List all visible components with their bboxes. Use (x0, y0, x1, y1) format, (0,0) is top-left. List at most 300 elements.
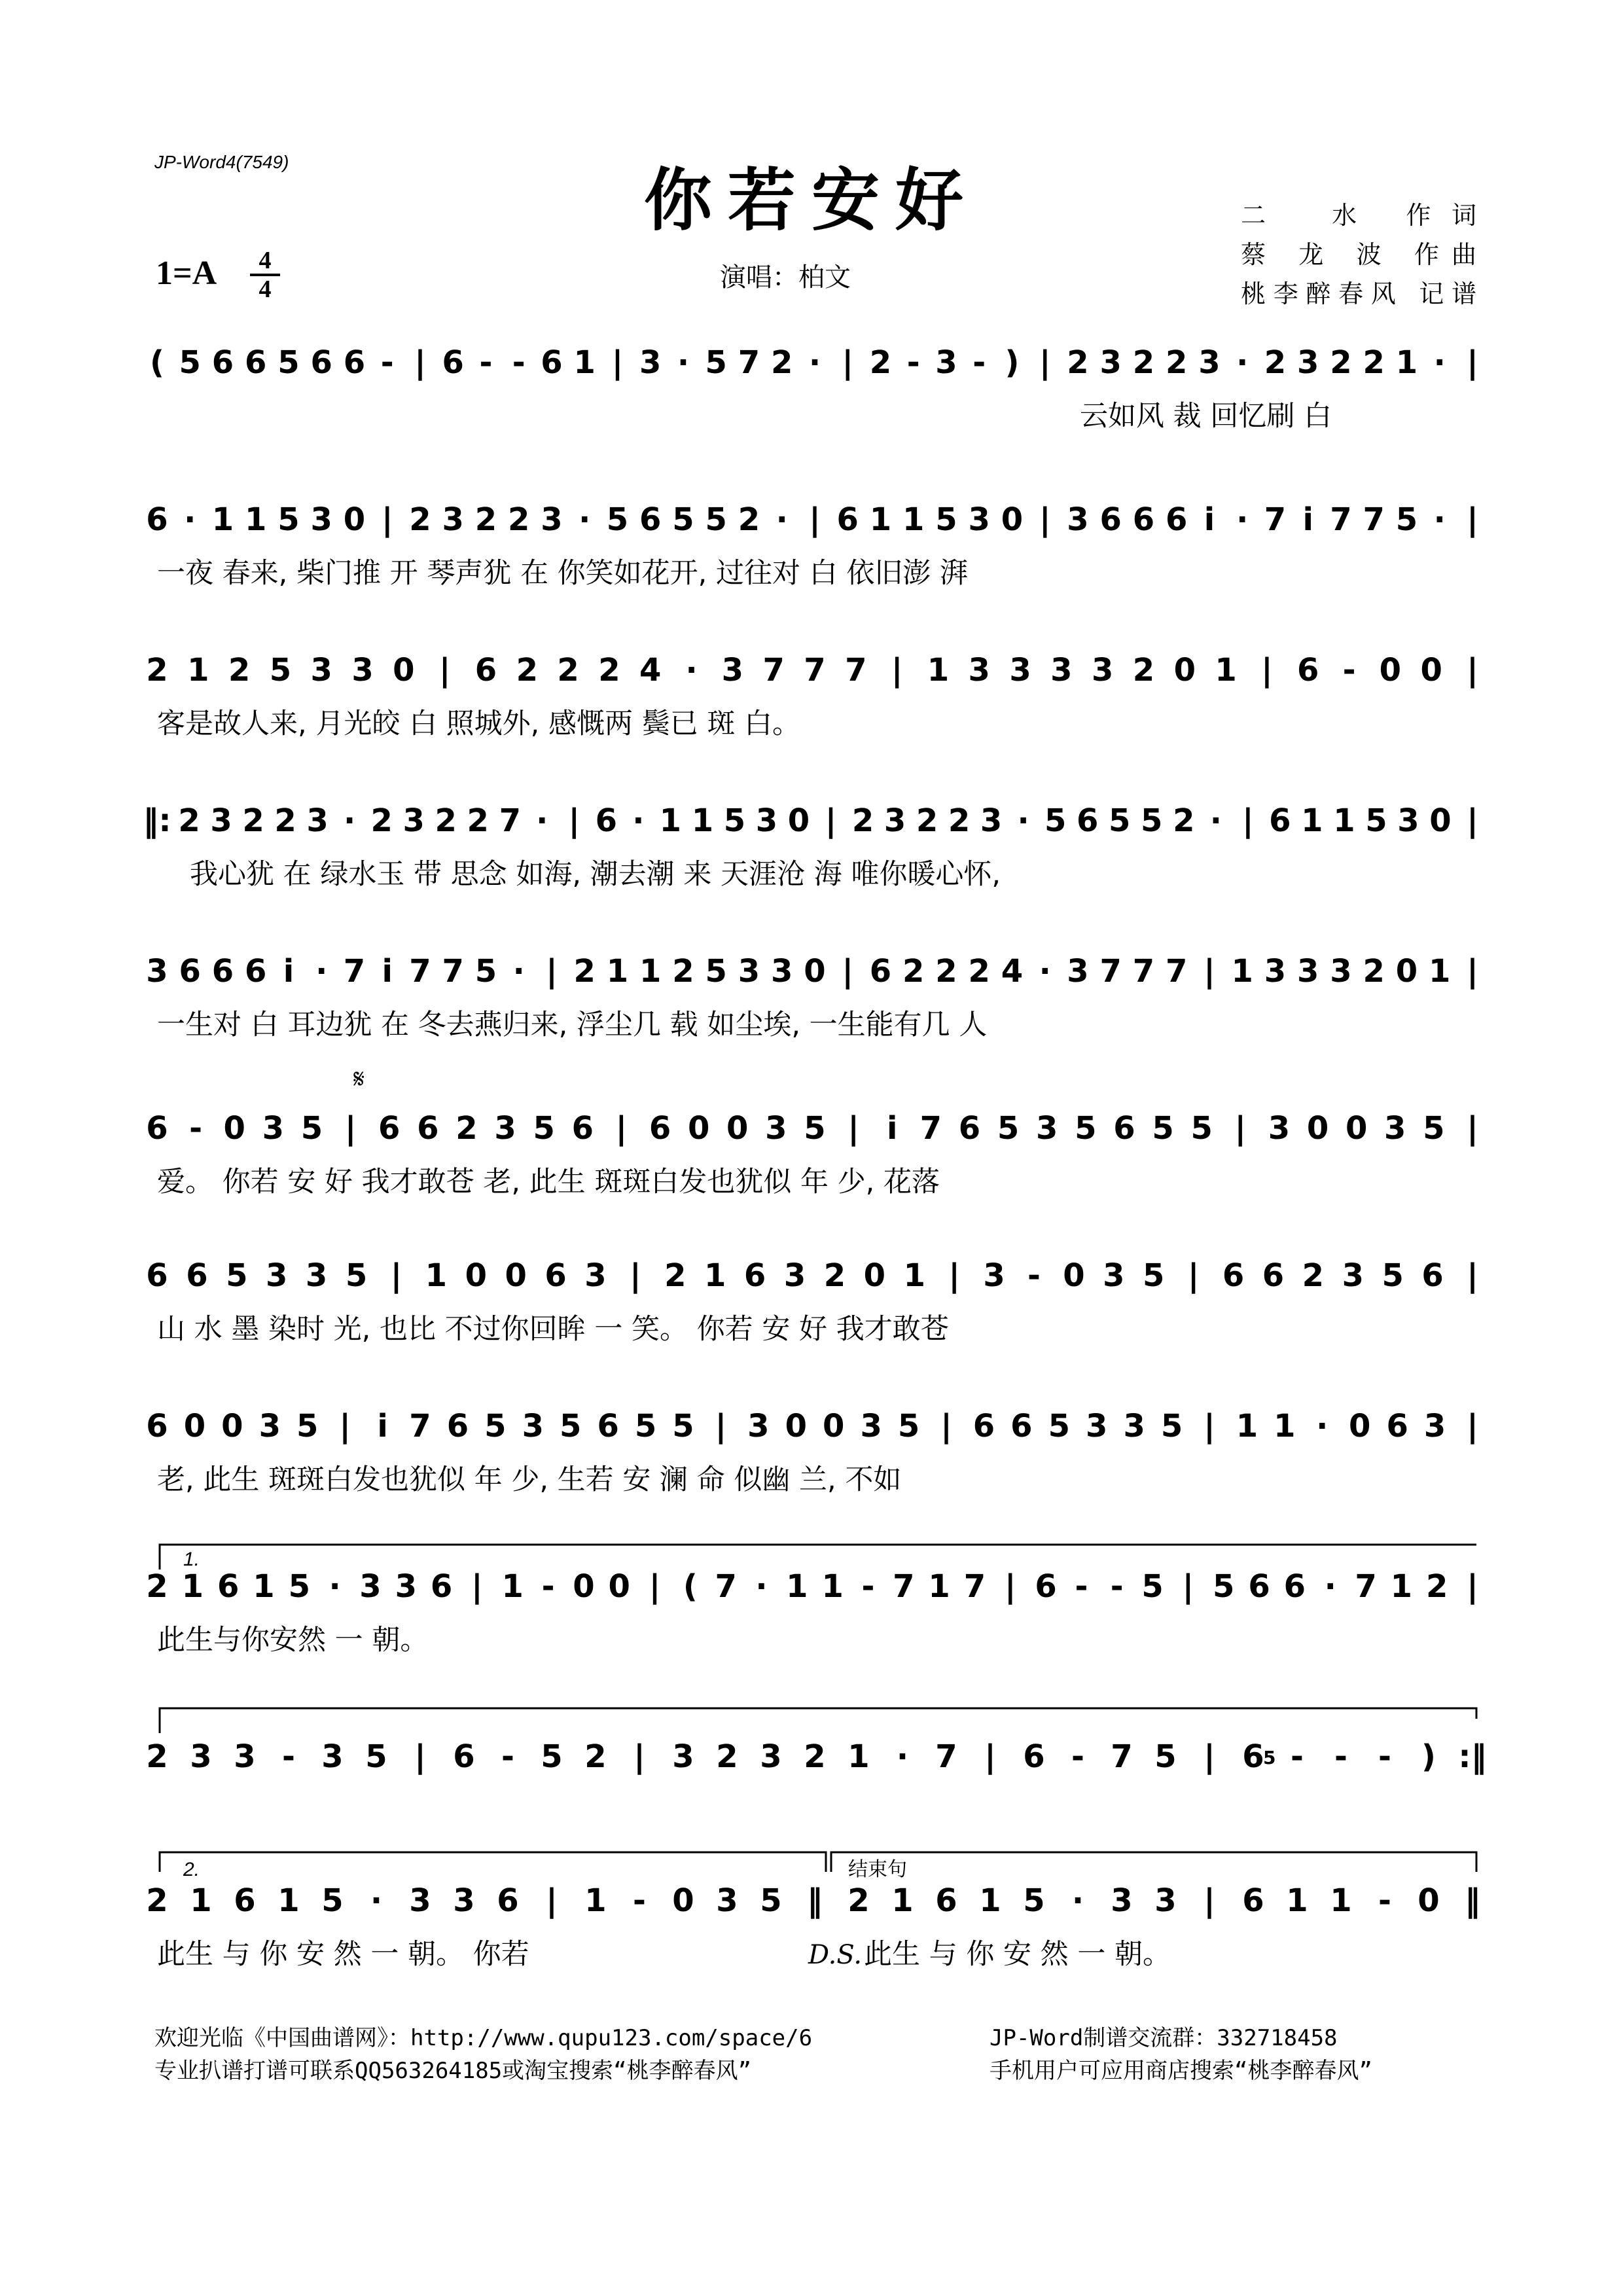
note-token: 5 (1382, 1257, 1404, 1294)
note-token: 3 (321, 1738, 344, 1775)
note-token: 1 (639, 953, 662, 990)
note-token: 5 (1152, 1110, 1174, 1147)
footer-website: 欢迎光临《中国曲谱网》：http://www.qupu123.com/space/6 (154, 2025, 813, 2051)
lyric-line: 我心犹 在 绿水玉 带 思念 如海, 潮去潮 来 天涯沧 海 唯你暖心怀, (190, 858, 1001, 891)
bar-line: | (891, 652, 903, 689)
note-token: 3 (395, 1568, 417, 1605)
note-token: 0 (393, 652, 415, 689)
lyric-line: 一夜 春来, 柴门推 开 琴声犹 在 你笑如花开, 过往对 白 依旧澎 湃 (157, 557, 969, 590)
note-token: 3 (584, 1257, 607, 1294)
note-token: 3 (883, 802, 906, 839)
note-token: 2 (455, 1110, 478, 1147)
note-token: 3 (1342, 1257, 1364, 1294)
note-token: :‖ (1458, 1738, 1487, 1775)
note-token: ‖ (1465, 1882, 1480, 1919)
lyric-line: 客是故人来, 月光皎 白 照城外, 感慨两 鬓已 斑 白。 (157, 708, 801, 740)
lyric-line: 此生与你安然 一 朝。 (157, 1624, 429, 1657)
lyric-line: 云如风 裁 回忆刷 白 (1080, 400, 1332, 433)
note-token: 2 (1363, 344, 1385, 381)
note-token: · (896, 1738, 909, 1775)
note-token: 6 (446, 1408, 469, 1444)
note-token: · (1316, 1408, 1329, 1444)
note-token: 3 (306, 802, 329, 839)
note-token: 0 (1001, 501, 1024, 538)
footer-contact: 专业扒谱打谱可联系QQ563264185或淘宝搜索“桃李醉春风” (154, 2058, 752, 2084)
note-token: 0 (804, 953, 826, 990)
note-token: 5 (1141, 1568, 1164, 1605)
note-token: i (377, 1408, 388, 1444)
note-token: 2 (146, 1568, 168, 1605)
note-token: 7 (343, 953, 366, 990)
note-token: 5 (345, 1257, 368, 1294)
note-token: 6 (497, 1882, 519, 1919)
note-token: 3 (1154, 1882, 1177, 1919)
note-token: 5 (705, 501, 727, 538)
note-token: 2 (948, 802, 971, 839)
note-token: 5 (705, 953, 727, 990)
note-token: ( (150, 344, 164, 381)
note-token: 2 (664, 1257, 687, 1294)
note-token: - (1075, 1568, 1088, 1605)
note-token: · (1209, 802, 1222, 839)
note-token: i (1204, 501, 1215, 538)
note-token: · (808, 344, 821, 381)
bar-line: | (630, 1257, 641, 1294)
credit-composer: 蔡 龙 波 作曲 (1241, 240, 1476, 269)
note-token: 0 (785, 1408, 807, 1444)
note-token: 1 (1274, 1408, 1296, 1444)
note-token: 6 (453, 1738, 475, 1775)
note-token: 1 (425, 1257, 448, 1294)
bar-line: | (381, 501, 393, 538)
note-token: 6 (935, 1882, 957, 1919)
note-token: · (329, 1568, 341, 1605)
note-token: 2 (1067, 344, 1089, 381)
bar-line: | (1204, 1738, 1215, 1775)
note-token: - (282, 1738, 295, 1775)
note-token: 2 (771, 344, 793, 381)
note-token: ) (1005, 344, 1020, 381)
note-token: · (1071, 1882, 1084, 1919)
note-token: 3 (983, 1257, 1005, 1294)
note-token: 6 (1132, 501, 1155, 538)
note-token: 1 (584, 1882, 607, 1919)
note-token: 3 (1111, 1882, 1133, 1919)
note-token: 7 (738, 344, 760, 381)
note-token: 6 (1010, 1408, 1033, 1444)
note-token: 6 (869, 953, 892, 990)
note-token: 3 (190, 1738, 212, 1775)
note-token: ( (683, 1568, 698, 1605)
note-token: 5 (1044, 802, 1067, 839)
note-token: 5 (1190, 1110, 1213, 1147)
bar-line: | (1182, 1568, 1194, 1605)
note-token: 2 (370, 802, 393, 839)
note-token: 0 (1395, 953, 1418, 990)
note-token: 6 (1222, 1257, 1245, 1294)
note-token: 4 (1001, 953, 1024, 990)
note-token: - (861, 1568, 875, 1605)
note-token: 2 (916, 802, 938, 839)
note-token: 1 (253, 1568, 275, 1605)
note-token: 0 (787, 802, 810, 839)
volta-1-label: 1. (183, 1549, 200, 1570)
note-token: 5 (288, 1568, 311, 1605)
note-token: 6 (417, 1110, 439, 1147)
bar-line: | (471, 1568, 483, 1605)
note-token: 3 (860, 1408, 882, 1444)
note-token: 3 (639, 344, 662, 381)
note-token: 3 (1397, 802, 1419, 839)
note-token: 3 (1198, 344, 1221, 381)
bar-line: | (1234, 1110, 1247, 1147)
note-token: 6 (649, 1110, 671, 1147)
note-token: - (501, 1738, 514, 1775)
note-token: · (344, 802, 356, 839)
bar-line: | (546, 1882, 558, 1919)
note-token: ‖ (807, 1882, 823, 1919)
note-token: 7 (1111, 1738, 1133, 1775)
singer: 演唱：柏文 (720, 262, 851, 293)
note-token: 3 (266, 1257, 288, 1294)
note-token: 2 (573, 953, 596, 990)
time-signature-bottom: 4 (250, 274, 280, 302)
footer-mobile: 手机用户可应用商店搜索“桃李醉春风” (990, 2058, 1372, 2084)
note-token: 3 (1330, 953, 1352, 990)
note-token: 3 (494, 1110, 516, 1147)
note-token: 3 (359, 1568, 382, 1605)
note-token: 3 (453, 1882, 475, 1919)
note-token: 5 (997, 1110, 1020, 1147)
note-token: - (1071, 1738, 1084, 1775)
lyric-line: 山 水 墨 染时 光, 也比 不过你回眸 一 笑。 你若 安 好 我才敢苍 (157, 1313, 949, 1346)
lyric-line: 此生 与 你 安 然 一 朝。 (864, 1938, 1171, 1971)
note-token: 0 (687, 1110, 710, 1147)
note-token: 5 (1154, 1738, 1177, 1775)
note-token: 1 (927, 652, 950, 689)
note-token: 1 (245, 501, 267, 538)
bar-line: | (948, 1257, 960, 1294)
note-token: 2 (228, 652, 251, 689)
note-token: 2 (716, 1738, 738, 1775)
note-token: 2 (409, 501, 431, 538)
note-token: 1 (1330, 1882, 1352, 1919)
volta-2-label: 2. (183, 1859, 200, 1880)
note-token: · (1433, 501, 1446, 538)
time-signature-top: 4 (259, 247, 272, 274)
note-token: - (1334, 1738, 1347, 1775)
note-token: - (1342, 652, 1356, 689)
note-token: 2 (823, 1257, 846, 1294)
note-token: 6 (836, 501, 859, 538)
note-token: 0 (573, 1568, 595, 1605)
note-token: 5 (541, 1738, 563, 1775)
note-token: 5 (269, 652, 292, 689)
volta-1-continuation (160, 1708, 1476, 1733)
note-token: - (512, 344, 526, 381)
note-token: 2 (1425, 1568, 1448, 1605)
note-token: 3 (262, 1110, 285, 1147)
note-token: 7 (409, 953, 431, 990)
note-token: 1 (187, 652, 209, 689)
note-token: 6 (1283, 1568, 1306, 1605)
note-token: 6 (1386, 1408, 1408, 1444)
note-token: - (541, 1568, 555, 1605)
note-token: 2 (968, 953, 990, 990)
note-token: i (382, 953, 393, 990)
note-token: · (776, 501, 788, 538)
note-token: 1 (1231, 953, 1253, 990)
dal-segno-mark: D.S. (808, 1940, 863, 1970)
note-token: · (315, 953, 328, 990)
note-token: 7 (715, 1568, 737, 1605)
note-token: 1 (869, 501, 892, 538)
note-token: 3 (310, 652, 332, 689)
note-token: 2 (467, 802, 489, 839)
note-token: 6 (179, 953, 201, 990)
bar-line: | (339, 1408, 351, 1444)
note-token: 5 (1141, 802, 1163, 839)
note-token: 6 (1242, 1882, 1264, 1919)
note-token: 3 (1103, 1257, 1125, 1294)
segno-sign: 𝄋 (353, 1064, 365, 1094)
key-signature: 1=A (156, 255, 217, 292)
note-token: 7 (499, 802, 521, 839)
note-token: · (512, 953, 525, 990)
note-token: 6 (1099, 501, 1122, 538)
note-token: 5 (1160, 1408, 1183, 1444)
note-token: 6 (1262, 1257, 1285, 1294)
note-token: - (1378, 1738, 1391, 1775)
note-token: · (632, 802, 645, 839)
note-token: i (887, 1110, 898, 1147)
note-token: 5 (560, 1408, 582, 1444)
note-token: 6 (972, 1408, 995, 1444)
note-token: 1 (979, 1882, 1001, 1919)
note-token: 3 (771, 953, 793, 990)
bar-line: | (615, 1110, 628, 1147)
note-token: 1 (1390, 1568, 1413, 1605)
note-token: 0 (1379, 652, 1402, 689)
note-token: 3 (234, 1738, 256, 1775)
note-token: 6 (597, 1408, 619, 1444)
note-token: 5 (1023, 1882, 1045, 1919)
note-token: 1 (573, 344, 596, 381)
note-token: 2 (516, 652, 539, 689)
note-token: · (1039, 953, 1051, 990)
note-token: 1 (1236, 1408, 1258, 1444)
note-token: 5 (935, 501, 957, 538)
note-token: 5 (300, 1110, 323, 1147)
note-token: 5 (321, 1882, 344, 1919)
note-token: 1 (928, 1568, 950, 1605)
bar-line: | (984, 1738, 996, 1775)
note-token: 3 (409, 1882, 431, 1919)
note-token: 5 (606, 501, 629, 538)
bar-line: | (940, 1408, 952, 1444)
note-token: 3 (716, 1882, 738, 1919)
note-token: 7 (1166, 953, 1188, 990)
note-token: 1 (1215, 652, 1237, 689)
bar-line: | (414, 1738, 426, 1775)
note-token: 1 (1286, 1882, 1308, 1919)
note-token: 0 (1420, 652, 1442, 689)
note-token: 0 (1173, 652, 1196, 689)
note-token: 6 (146, 1408, 168, 1444)
credit-transcriber: 桃李醉春风 记谱 (1241, 279, 1476, 308)
note-token: ‖: (143, 802, 171, 839)
note-token: 5 (723, 802, 746, 839)
note-token: 6 (544, 1257, 567, 1294)
note-token: 5 (1048, 1408, 1070, 1444)
note-token: 3 (968, 652, 990, 689)
note-token: 2 (804, 1738, 826, 1775)
note-token: 6 (639, 501, 662, 538)
note-token: 6 (217, 1568, 240, 1605)
lyric-line: 一生对 白 耳边犹 在 冬去燕归来, 浮尘几 载 如尘埃, 一生能有几 人 (157, 1009, 988, 1041)
note-token: · (685, 652, 698, 689)
bar-line: | (438, 652, 451, 689)
note-token: 3 (305, 1257, 328, 1294)
bar-line: | (1187, 1257, 1200, 1294)
note-token: 2 (584, 1738, 607, 1775)
note-token: 5 (484, 1408, 507, 1444)
note-token: 7 (893, 1568, 915, 1605)
note-token: 3 (760, 1738, 782, 1775)
note-token: 3 (1268, 1110, 1291, 1147)
note-token: 2 (435, 802, 457, 839)
note-token: 6 (1269, 802, 1291, 839)
bar-line: | (1039, 344, 1051, 381)
note-token: 2 (1173, 802, 1195, 839)
bar-line: | (825, 802, 837, 839)
note-token: 2 (1132, 344, 1155, 381)
note-token: 1 (902, 501, 925, 538)
note-token: 3 (1067, 953, 1089, 990)
bar-line: | (1467, 953, 1478, 990)
note-token: 3 (1067, 501, 1089, 538)
note-token: 0 (726, 1110, 749, 1147)
bar-line: | (546, 953, 558, 990)
note-token: 0 (465, 1257, 487, 1294)
note-token: - (1291, 1738, 1304, 1775)
note-token: 5 (296, 1408, 319, 1444)
bar-line: | (1204, 1882, 1215, 1919)
note-token: 5 (804, 1110, 826, 1147)
note-token: 6 (1166, 501, 1188, 538)
bar-line: | (568, 802, 580, 839)
note-token: 3 (1297, 344, 1319, 381)
note-token: 2 (1264, 344, 1287, 381)
note-token: 3 (747, 1408, 770, 1444)
note-token: 7 (1132, 953, 1155, 990)
note-token: 1 (691, 802, 714, 839)
note-token: 5 (533, 1110, 555, 1147)
note-token: 5 (1075, 1110, 1097, 1147)
note-token: 2 (1363, 953, 1385, 990)
notation-rows (143, 344, 1486, 1971)
note-token: 0 (183, 1408, 206, 1444)
note-token: 6 (430, 1568, 453, 1605)
note-token: 3 (765, 1110, 787, 1147)
note-token: 6 (245, 344, 267, 381)
note-token: 3 (738, 953, 760, 990)
note-token: 5 (1395, 501, 1418, 538)
note-token: 2 (847, 1882, 870, 1919)
note-token: - (906, 344, 920, 381)
note-token: 3 (1099, 344, 1122, 381)
note-token: 1 (190, 1882, 212, 1919)
note-token: 6 (245, 953, 267, 990)
note-token: 0 (1345, 1110, 1368, 1147)
note-token: 3 (1086, 1408, 1108, 1444)
bar-line: | (847, 1110, 859, 1147)
note-token: 3 (146, 953, 168, 990)
note-token: 2 (1302, 1257, 1325, 1294)
bar-line: | (809, 501, 821, 538)
song-title: 你若安好 (643, 160, 979, 240)
note-token: - (479, 344, 493, 381)
note-token: 2 (738, 501, 760, 538)
bar-line: | (390, 1257, 402, 1294)
note-token: · (1324, 1568, 1336, 1605)
note-token: 3 (721, 652, 744, 689)
note-token: 7 (1363, 501, 1385, 538)
note-token: 5 (226, 1257, 248, 1294)
bar-line: | (1467, 1257, 1478, 1294)
note-token: 6 (1023, 1738, 1045, 1775)
note-token: 1 (1333, 802, 1355, 839)
note-token: 2 (1166, 344, 1188, 381)
lyric-line: 爱。 你若 安 好 我才敢苍 老, 此生 斑斑白发也犹似 年 少, 花落 (157, 1166, 940, 1198)
note-token: 2 (242, 802, 264, 839)
note-token: 2 (508, 501, 530, 538)
note-token: · (755, 1568, 768, 1605)
bar-line: | (842, 953, 854, 990)
note-token: 3 (755, 802, 778, 839)
note-token: 3 (310, 501, 332, 538)
note-token: · (677, 344, 690, 381)
note-token: 3 (1091, 652, 1114, 689)
note-token: i (1302, 501, 1313, 538)
note-token: · (579, 501, 591, 538)
note-token: - (633, 1882, 646, 1919)
note-token: 6 (146, 1110, 168, 1147)
note-token: 7 (919, 1110, 942, 1147)
ending-bracket (831, 1852, 1476, 1872)
note-token: 2 (474, 501, 497, 538)
note-token: 6 (1077, 802, 1099, 839)
note-token: 6 (343, 344, 366, 381)
note-token: 1 (606, 953, 629, 990)
note-token: 7 (804, 652, 826, 689)
note-token: 6 (378, 1110, 401, 1147)
note-token: - (972, 344, 986, 381)
note-token: 6 (211, 953, 234, 990)
note-token: · (1236, 344, 1249, 381)
note-token: - (189, 1110, 203, 1147)
note-token: 7 (935, 1738, 957, 1775)
note-token: 5 (705, 344, 727, 381)
note-token: 6 (1297, 652, 1319, 689)
note-token: 3 (1264, 953, 1287, 990)
bar-line: | (1467, 1568, 1478, 1605)
note-token: · (1433, 344, 1446, 381)
bar-line: | (715, 1408, 727, 1444)
note-token: 3 (672, 1738, 694, 1775)
note-token: 1 (786, 1568, 808, 1605)
note-token: 7 (1264, 501, 1287, 538)
